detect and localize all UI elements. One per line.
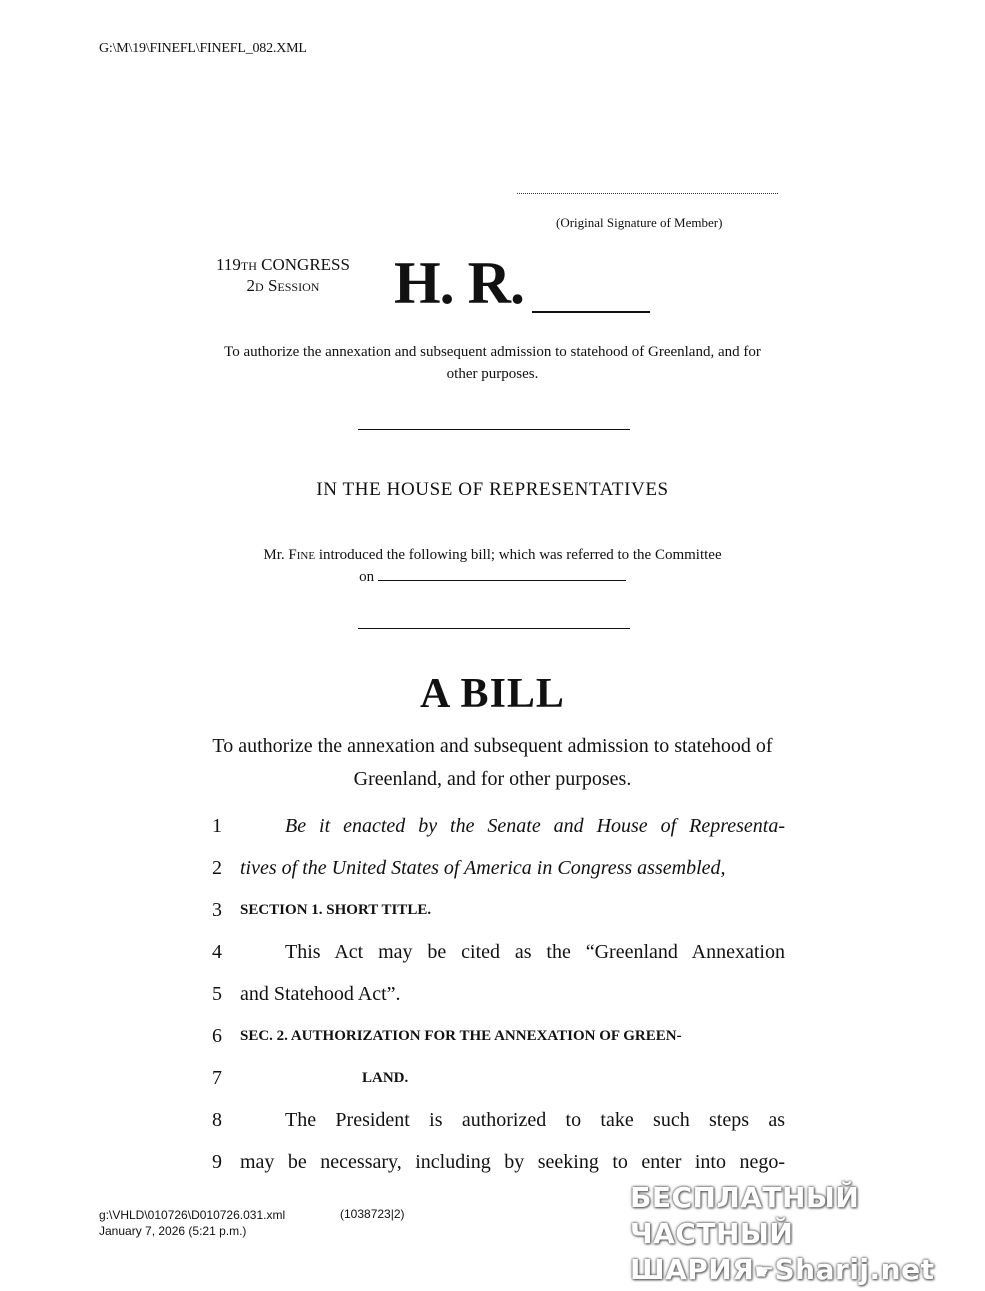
divider-rule (358, 628, 630, 629)
bill-purpose: To authorize the annexation and subsequent admission to statehood of Greenland, and for other purposes. (212, 735, 773, 790)
bill-line (205, 1060, 790, 1096)
line-number: 2 (212, 857, 222, 879)
line-number: 1 (212, 815, 222, 837)
bill-line (205, 1102, 790, 1138)
sponsor-name: Fine (288, 547, 316, 563)
signature-label: (Original Signature of Member) (556, 215, 723, 230)
document-file-path: G:\M\19\FINEFL\FINEFL_082.XML (99, 41, 307, 56)
bill-line (205, 850, 790, 886)
line-number: 9 (212, 1151, 222, 1173)
footer-id: (1038723|2) (340, 1207, 405, 1221)
line-text: Be it enacted by the Senate and House of Representa- (285, 815, 785, 837)
line-number: 4 (212, 941, 222, 963)
footer-date: January 7, 2026 (5:21 p.m.) (99, 1224, 247, 1238)
bill-line (205, 808, 790, 844)
congress-line: 119TH CONGRESS (216, 255, 350, 274)
signature-line (517, 193, 778, 194)
bill-line (205, 1144, 790, 1180)
footer-path: g:\VHLD\010726\D010726.031.xml (99, 1208, 286, 1222)
footer-file-info (99, 1207, 285, 1239)
line-text: This Act may be cited as the “Greenland Annexation (285, 941, 785, 963)
bill-line (205, 934, 790, 970)
line-number: 8 (212, 1109, 222, 1131)
introduction-statement: Mr. Fine introduced the following bill; which was referred to the Committee on (263, 547, 722, 585)
divider-rule (358, 429, 630, 430)
bill-number-prefix: H. R. (394, 250, 524, 316)
line-text: The President is authorized to take such steps as (285, 1109, 785, 1131)
house-heading: IN THE HOUSE OF REPRESENTATIVES (316, 479, 669, 500)
congress-session-block (200, 255, 366, 297)
watermark-line1: БЕСПЛАТНЫЙ ЧАСТНЫЙ (630, 1181, 860, 1250)
bill-line (205, 976, 790, 1012)
bill-title: A BILL (420, 671, 565, 717)
line-number: 6 (212, 1025, 222, 1047)
watermark (630, 1180, 970, 1291)
session-line: 2D Session (246, 276, 320, 295)
bill-number-blank (532, 311, 650, 313)
line-number: 7 (212, 1067, 222, 1089)
section-heading: SEC. 2. AUTHORIZATION FOR THE ANNEXATION OF GREEN- (240, 1028, 682, 1044)
section-heading: SECTION 1. SHORT TITLE. (240, 902, 432, 918)
line-text: tives of the United States of America in Congress assembled, (240, 857, 726, 879)
committee-blank (378, 568, 626, 581)
short-description: To authorize the annexation and subsequent admission to statehood of Greenland, and for other purposes. (224, 344, 761, 382)
line-number: 5 (212, 983, 222, 1005)
line-text: may be necessary, including by seeking to enter into nego- (240, 1151, 785, 1173)
line-text: and Statehood Act”. (240, 983, 401, 1005)
line-number: 3 (212, 899, 222, 921)
section-heading: LAND. (362, 1070, 409, 1086)
bill-line (205, 1018, 790, 1054)
bill-line (205, 892, 790, 928)
pointing-hand-icon: ☛ (754, 1260, 775, 1285)
watermark-line2: ШАРИЯ☛Sharij.net (630, 1253, 935, 1286)
